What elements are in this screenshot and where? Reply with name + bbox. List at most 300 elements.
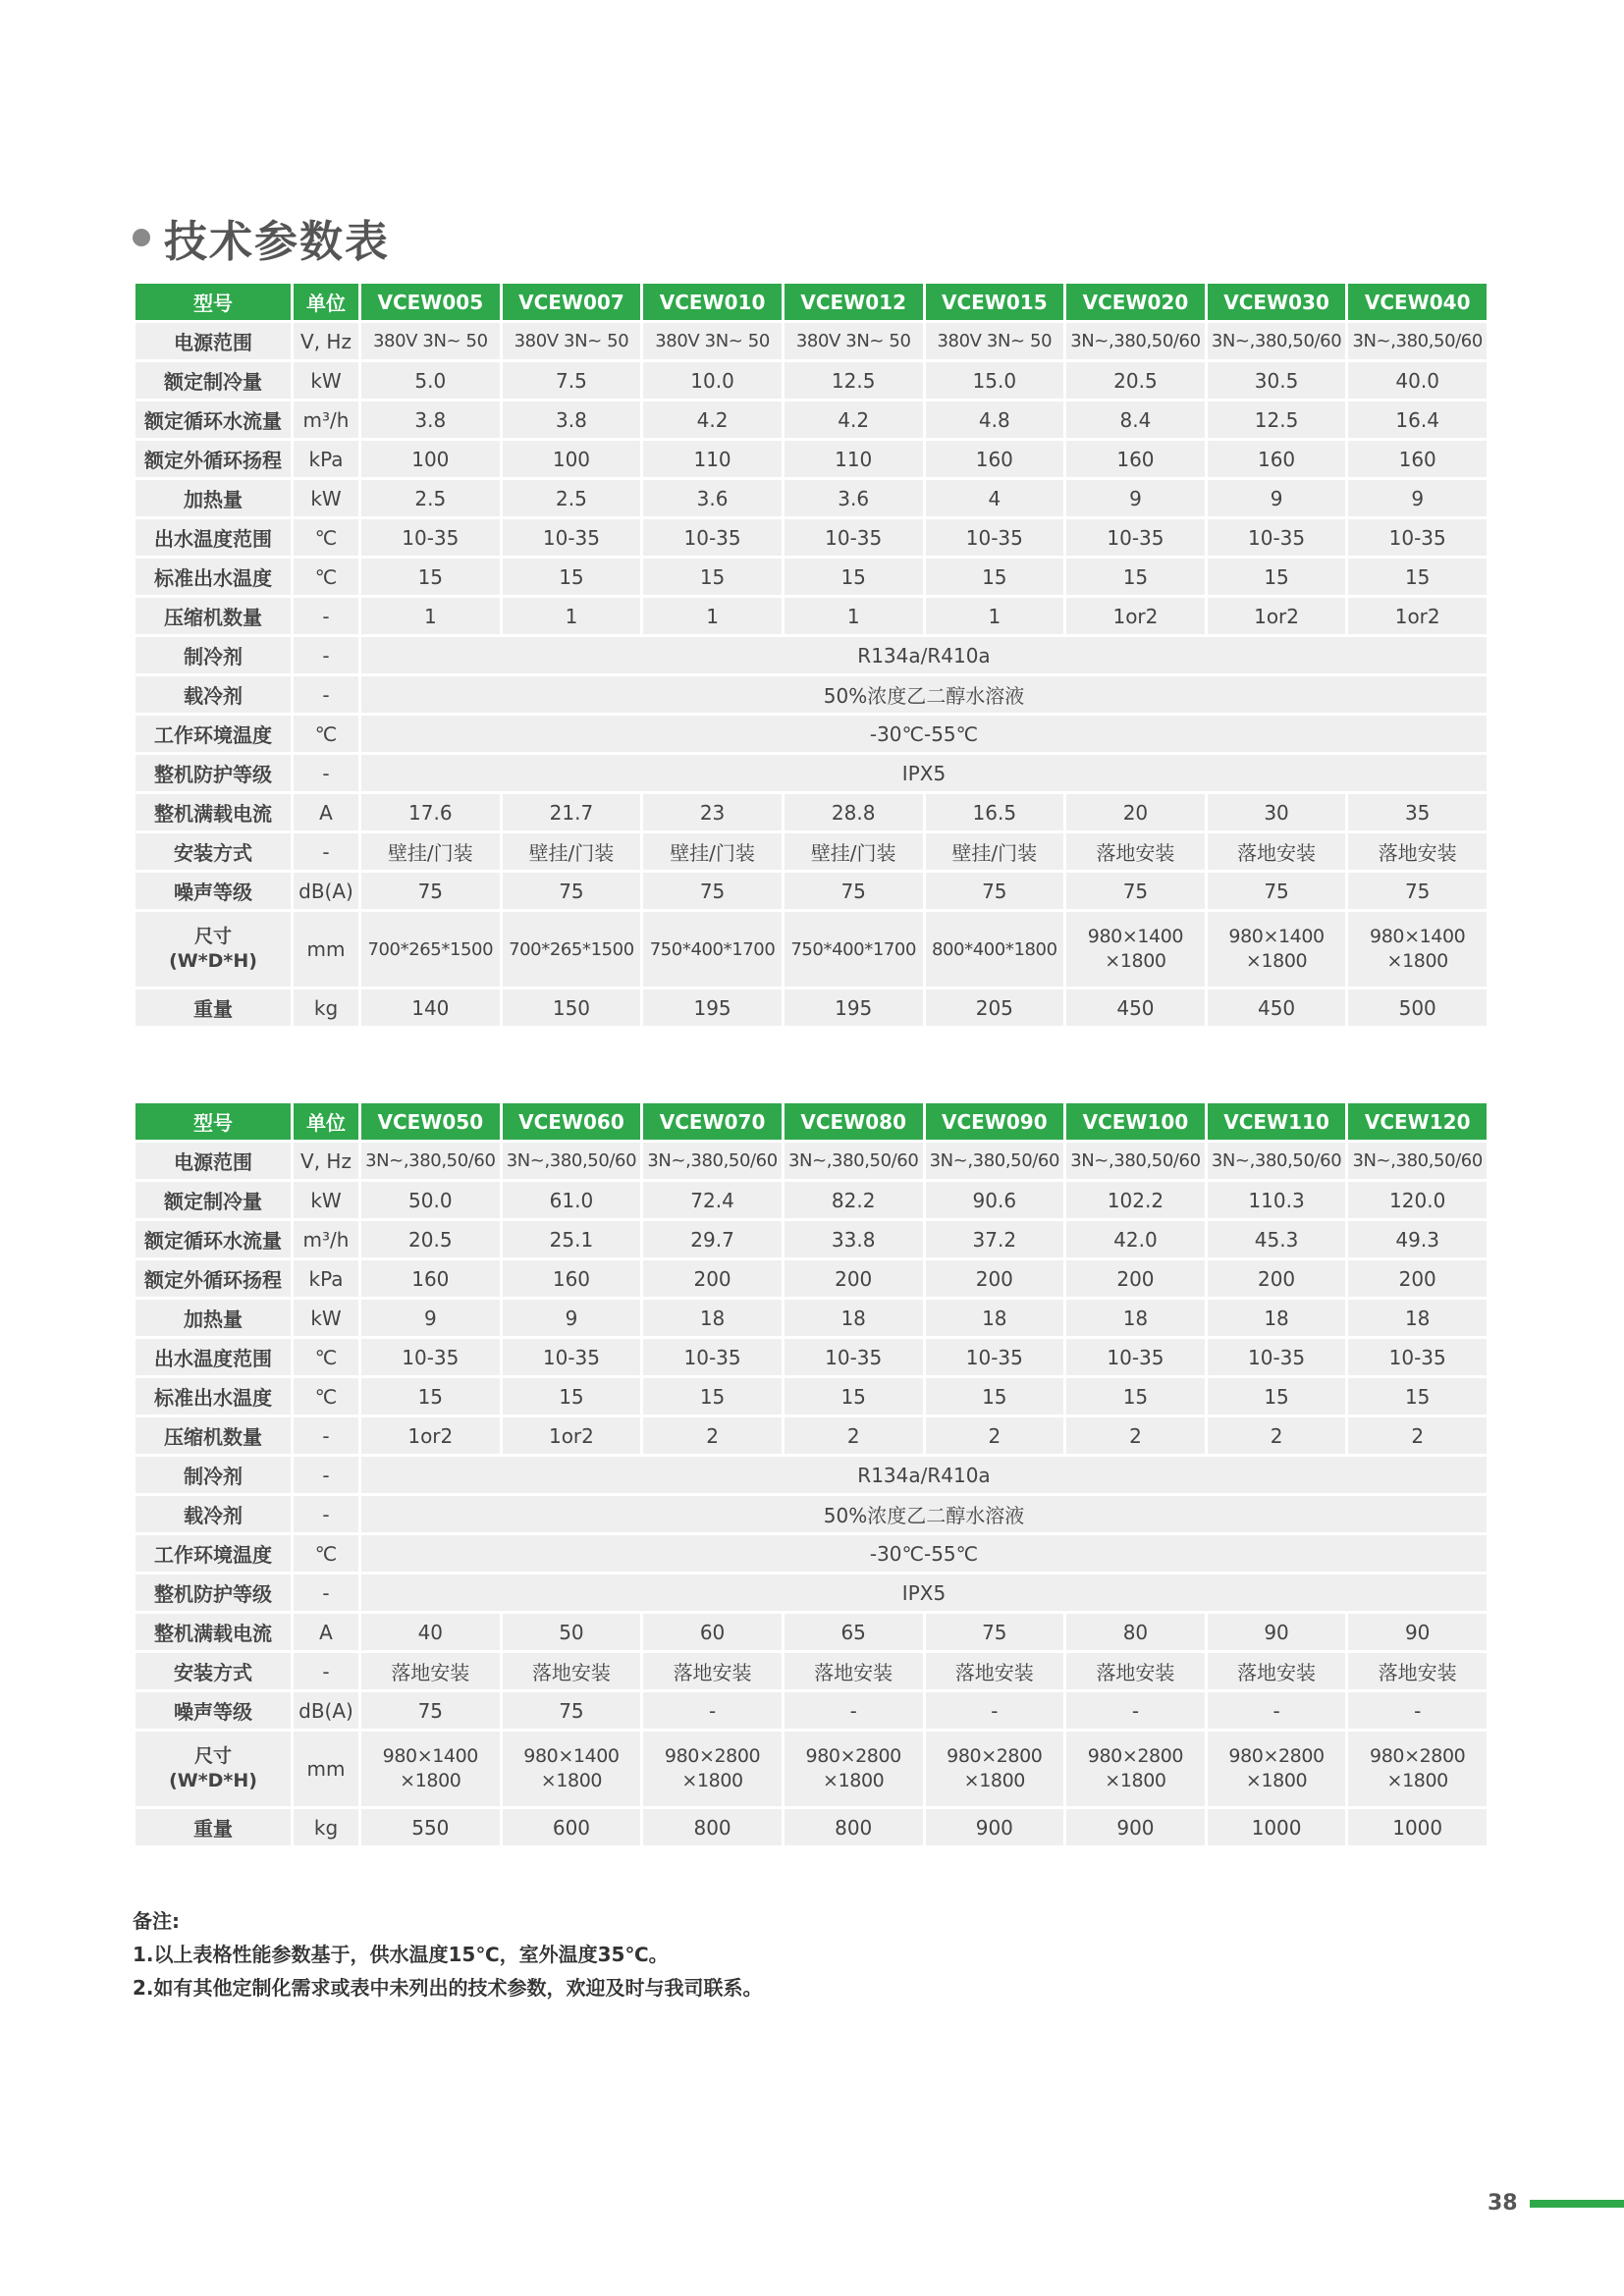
table-row	[135, 480, 1487, 516]
value-line: ×1800	[681, 1770, 743, 1791]
table-row	[135, 912, 1487, 987]
value-cell: 900	[926, 1809, 1064, 1845]
table-row	[135, 519, 1487, 556]
value-cell: 80	[1066, 1614, 1205, 1650]
row-label: 加热量	[135, 480, 291, 516]
row-unit: -	[294, 1496, 358, 1532]
value-cell: 205	[926, 989, 1064, 1026]
table-row	[135, 1457, 1487, 1493]
section-header	[133, 210, 390, 265]
value-cell: 10-35	[361, 1339, 500, 1375]
row-label: 工作环境温度	[135, 716, 291, 752]
row-unit: -	[294, 637, 358, 673]
row-unit: ℃	[294, 1378, 358, 1415]
row-label: 额定循环水流量	[135, 401, 291, 438]
row-label: 电源范围	[135, 323, 291, 359]
value-cell	[1208, 1732, 1346, 1806]
value-cell: 3.8	[361, 401, 500, 438]
value-cell	[1066, 1732, 1205, 1806]
value-cell: 16.4	[1348, 401, 1487, 438]
value-cell: 380V 3N~ 50	[785, 323, 923, 359]
value-cell: 380V 3N~ 50	[643, 323, 782, 359]
row-label: 额定外循环扬程	[135, 1260, 291, 1297]
value-cell: 9	[503, 1300, 641, 1336]
value-line: ×1800	[1105, 950, 1166, 972]
row-unit: kW	[294, 1300, 358, 1336]
value-line: ×1800	[1386, 1770, 1448, 1791]
header-model-code: VCEW012	[785, 284, 923, 320]
value-cell: 140	[361, 989, 500, 1026]
table-row	[135, 637, 1487, 673]
row-label: 安装方式	[135, 1653, 291, 1689]
row-unit: -	[294, 1653, 358, 1689]
value-cell: 45.3	[1208, 1221, 1346, 1257]
value-cell: 15	[361, 559, 500, 595]
value-cell: 200	[1208, 1260, 1346, 1297]
table-row	[135, 598, 1487, 634]
value-cell: -	[643, 1692, 782, 1729]
value-cell: 1	[643, 598, 782, 634]
value-cell: 落地安装	[1208, 833, 1346, 870]
value-cell: 壁挂/门装	[503, 833, 641, 870]
row-unit: -	[294, 598, 358, 634]
value-line: ×1800	[1245, 1770, 1308, 1791]
bullet-dot-icon	[133, 229, 150, 246]
value-cell: 200	[926, 1260, 1064, 1297]
value-cell: 30.5	[1208, 362, 1346, 399]
table-row	[135, 1378, 1487, 1415]
header-model-code: VCEW007	[503, 284, 641, 320]
value-cell: 3N~,380,50/60	[926, 1143, 1064, 1179]
value-cell: -	[1348, 1692, 1487, 1729]
value-cell: 9	[1208, 480, 1346, 516]
value-cell	[1208, 912, 1346, 987]
value-cell: 21.7	[503, 794, 641, 830]
value-cell: 29.7	[643, 1221, 782, 1257]
value-line: ×1800	[1386, 950, 1448, 972]
value-cell: 28.8	[785, 794, 923, 830]
table-row	[135, 1300, 1487, 1336]
value-cell: 50.0	[361, 1182, 500, 1218]
table-row	[135, 873, 1487, 909]
header-model-code: VCEW120	[1348, 1103, 1487, 1140]
value-line: ×1800	[963, 1770, 1025, 1791]
value-cell: 110	[643, 441, 782, 477]
note-line-2: 2.如有其他定制化需求或表中未列出的技术参数，欢迎及时与我司联系。	[133, 1976, 763, 2000]
row-label: 出水温度范围	[135, 519, 291, 556]
value-cell: 75	[361, 1692, 500, 1729]
value-cell: 1	[785, 598, 923, 634]
row-unit: kg	[294, 1809, 358, 1845]
value-cell: 10-35	[1208, 519, 1346, 556]
value-cell: 落地安装	[1066, 1653, 1205, 1689]
row-label: 额定外循环扬程	[135, 441, 291, 477]
value-cell: 落地安装	[926, 1653, 1064, 1689]
value-cell: 15	[1066, 1378, 1205, 1415]
value-cell: 18	[785, 1300, 923, 1336]
value-cell: 50	[503, 1614, 641, 1650]
value-cell: 42.0	[1066, 1221, 1205, 1257]
row-label: 噪声等级	[135, 1692, 291, 1729]
value-cell: -	[1208, 1692, 1346, 1729]
value-cell: 落地安装	[503, 1653, 641, 1689]
value-cell: 4.2	[785, 401, 923, 438]
header-model-code: VCEW080	[785, 1103, 923, 1140]
value-cell: 3N~,380,50/60	[1066, 323, 1205, 359]
value-cell: 110.3	[1208, 1182, 1346, 1218]
value-cell: 1000	[1208, 1809, 1346, 1845]
table-row	[135, 716, 1487, 752]
row-unit: -	[294, 676, 358, 713]
value-line: 980×2800	[805, 1745, 901, 1767]
table-header-row	[135, 284, 1487, 320]
value-cell: 15	[1348, 559, 1487, 595]
value-cell: 18	[1348, 1300, 1487, 1336]
value-cell: 10-35	[1348, 519, 1487, 556]
value-cell: 15	[926, 559, 1064, 595]
value-cell: 10-35	[926, 1339, 1064, 1375]
value-cell: 2.5	[503, 480, 641, 516]
value-cell: 9	[1348, 480, 1487, 516]
table-row	[135, 362, 1487, 399]
row-label	[135, 1732, 291, 1806]
value-cell: 2	[643, 1417, 782, 1454]
value-line: ×1800	[823, 1770, 885, 1791]
table-row	[135, 1260, 1487, 1297]
value-cell: 750*400*1700	[643, 912, 782, 987]
value-cell: 15	[926, 1378, 1064, 1415]
table-row	[135, 1496, 1487, 1532]
row-label: 压缩机数量	[135, 1417, 291, 1454]
row-label: 制冷剂	[135, 637, 291, 673]
value-cell: 2	[1208, 1417, 1346, 1454]
value-line: 980×2800	[1087, 1745, 1184, 1767]
value-cell: 1or2	[1348, 598, 1487, 634]
row-label: 整机满载电流	[135, 794, 291, 830]
value-cell: 18	[926, 1300, 1064, 1336]
value-line: 980×2800	[1228, 1745, 1325, 1767]
value-cell: 49.3	[1348, 1221, 1487, 1257]
header-model-code: VCEW030	[1208, 284, 1346, 320]
value-cell: 200	[785, 1260, 923, 1297]
value-cell: 160	[926, 441, 1064, 477]
value-cell: 壁挂/门装	[926, 833, 1064, 870]
value-cell: 10-35	[361, 519, 500, 556]
row-label: 制冷剂	[135, 1457, 291, 1493]
value-cell: 160	[361, 1260, 500, 1297]
value-cell: 15	[1208, 1378, 1346, 1415]
value-cell: 102.2	[1066, 1182, 1205, 1218]
row-label: 整机满载电流	[135, 1614, 291, 1650]
note-line-1: 1.以上表格性能参数基于，供水温度15℃，室外温度35℃。	[133, 1943, 669, 1966]
merged-value-cell: 50%浓度乙二醇水溶液	[361, 676, 1487, 713]
value-cell: 1or2	[503, 1417, 641, 1454]
value-cell: 10-35	[785, 1339, 923, 1375]
notes-heading: 备注:	[133, 1909, 180, 1933]
value-cell: 15	[785, 559, 923, 595]
value-cell: 82.2	[785, 1182, 923, 1218]
value-cell: 750*400*1700	[785, 912, 923, 987]
value-cell: 600	[503, 1809, 641, 1845]
value-cell: 90.6	[926, 1182, 1064, 1218]
value-cell: 9	[1066, 480, 1205, 516]
value-cell: 落地安装	[1066, 833, 1205, 870]
merged-value-cell: -30℃-55℃	[361, 1535, 1487, 1572]
value-cell: 4.2	[643, 401, 782, 438]
value-cell: 75	[1348, 873, 1487, 909]
value-cell: 25.1	[503, 1221, 641, 1257]
row-unit: ℃	[294, 1535, 358, 1572]
row-label: 标准出水温度	[135, 1378, 291, 1415]
table-row	[135, 1143, 1487, 1179]
row-unit: mm	[294, 1732, 358, 1806]
row-label: 重量	[135, 1809, 291, 1845]
row-unit: ℃	[294, 519, 358, 556]
value-cell: 3N~,380,50/60	[1066, 1143, 1205, 1179]
merged-value-cell: -30℃-55℃	[361, 716, 1487, 752]
value-cell	[926, 1732, 1064, 1806]
table-row	[135, 559, 1487, 595]
value-cell: 90	[1348, 1614, 1487, 1650]
value-cell: 落地安装	[643, 1653, 782, 1689]
value-line: 980×1400	[523, 1745, 620, 1767]
merged-value-cell: IPX5	[361, 755, 1487, 791]
value-cell: 10-35	[643, 519, 782, 556]
page-number: 38	[1488, 2191, 1518, 2216]
value-cell: 75	[361, 873, 500, 909]
page-title: 技术参数表	[164, 217, 390, 267]
value-cell	[643, 1732, 782, 1806]
header-model-code: VCEW060	[503, 1103, 641, 1140]
value-cell: 75	[643, 873, 782, 909]
table-row	[135, 1417, 1487, 1454]
row-unit: A	[294, 1614, 358, 1650]
table-row	[135, 1575, 1487, 1611]
value-cell: 3N~,380,50/60	[361, 1143, 500, 1179]
table-row	[135, 441, 1487, 477]
value-cell	[361, 1732, 500, 1806]
value-cell: 15	[1208, 559, 1346, 595]
row-unit: kW	[294, 480, 358, 516]
row-unit: V, Hz	[294, 1143, 358, 1179]
value-cell: 35	[1348, 794, 1487, 830]
table-row	[135, 401, 1487, 438]
row-unit: kPa	[294, 441, 358, 477]
value-cell: 37.2	[926, 1221, 1064, 1257]
row-unit: ℃	[294, 716, 358, 752]
value-cell: 75	[503, 873, 641, 909]
value-cell: 15	[361, 1378, 500, 1415]
row-label: 安装方式	[135, 833, 291, 870]
value-cell: 20.5	[1066, 362, 1205, 399]
header-model-code: VCEW050	[361, 1103, 500, 1140]
value-cell: 壁挂/门装	[361, 833, 500, 870]
value-cell: 3N~,380,50/60	[1348, 323, 1487, 359]
value-cell: 550	[361, 1809, 500, 1845]
value-cell: 20.5	[361, 1221, 500, 1257]
value-cell: 15	[643, 1378, 782, 1415]
value-cell: 10-35	[503, 519, 641, 556]
header-model-code: VCEW020	[1066, 284, 1205, 320]
table-row	[135, 1653, 1487, 1689]
merged-value-cell: 50%浓度乙二醇水溶液	[361, 1496, 1487, 1532]
header-unit: 单位	[294, 284, 358, 320]
value-cell: 15	[503, 1378, 641, 1415]
value-cell: 40	[361, 1614, 500, 1650]
value-cell: 380V 3N~ 50	[503, 323, 641, 359]
merged-value-cell: R134a/R410a	[361, 637, 1487, 673]
value-cell: 195	[643, 989, 782, 1026]
value-cell: 700*265*1500	[503, 912, 641, 987]
value-line: ×1800	[1105, 1770, 1166, 1791]
value-cell: 4	[926, 480, 1064, 516]
value-cell: 60	[643, 1614, 782, 1650]
value-cell: 90	[1208, 1614, 1346, 1650]
value-cell: 15	[1066, 559, 1205, 595]
value-cell: 15	[785, 1378, 923, 1415]
header-model-code: VCEW005	[361, 284, 500, 320]
value-cell: 3.8	[503, 401, 641, 438]
value-cell: 15.0	[926, 362, 1064, 399]
row-label: 重量	[135, 989, 291, 1026]
value-cell: 15	[1348, 1378, 1487, 1415]
row-label: 整机防护等级	[135, 755, 291, 791]
value-cell: 3N~,380,50/60	[1348, 1143, 1487, 1179]
value-cell: 800*400*1800	[926, 912, 1064, 987]
value-cell: 30	[1208, 794, 1346, 830]
value-cell: 9	[361, 1300, 500, 1336]
merged-value-cell: R134a/R410a	[361, 1457, 1487, 1493]
value-cell: 壁挂/门装	[785, 833, 923, 870]
value-cell: 10.0	[643, 362, 782, 399]
value-line: 980×1400	[1228, 926, 1325, 947]
header-model: 型号	[135, 1103, 291, 1140]
row-unit: -	[294, 755, 358, 791]
table-row	[135, 1732, 1487, 1806]
row-unit: A	[294, 794, 358, 830]
row-unit: ℃	[294, 1339, 358, 1375]
value-cell	[503, 1732, 641, 1806]
row-unit: dB(A)	[294, 873, 358, 909]
value-cell: 20	[1066, 794, 1205, 830]
value-cell: 12.5	[1208, 401, 1346, 438]
table-row	[135, 989, 1487, 1026]
value-cell: -	[926, 1692, 1064, 1729]
row-label: 额定制冷量	[135, 1182, 291, 1218]
row-unit: m³/h	[294, 401, 358, 438]
row-label: 加热量	[135, 1300, 291, 1336]
table-row	[135, 755, 1487, 791]
row-label: 额定制冷量	[135, 362, 291, 399]
value-cell: 18	[1066, 1300, 1205, 1336]
value-cell: 10-35	[1348, 1339, 1487, 1375]
value-cell: 3N~,380,50/60	[785, 1143, 923, 1179]
value-cell: 10-35	[1066, 519, 1205, 556]
value-cell: 8.4	[1066, 401, 1205, 438]
row-unit: -	[294, 1457, 358, 1493]
merged-value-cell: IPX5	[361, 1575, 1487, 1611]
value-line: 980×1400	[382, 1745, 478, 1767]
value-cell	[1348, 912, 1487, 987]
value-cell: 3N~,380,50/60	[503, 1143, 641, 1179]
row-label-line: 尺寸	[193, 926, 232, 947]
row-unit: kW	[294, 362, 358, 399]
table-row	[135, 794, 1487, 830]
value-cell: 160	[1208, 441, 1346, 477]
value-cell: 500	[1348, 989, 1487, 1026]
row-label: 额定循环水流量	[135, 1221, 291, 1257]
value-cell: 10-35	[503, 1339, 641, 1375]
table-row	[135, 676, 1487, 713]
value-cell: 2	[926, 1417, 1064, 1454]
header-unit: 单位	[294, 1103, 358, 1140]
value-cell: 1000	[1348, 1809, 1487, 1845]
header-model-code: VCEW070	[643, 1103, 782, 1140]
value-cell: 450	[1208, 989, 1346, 1026]
row-unit: ℃	[294, 559, 358, 595]
value-cell: 3N~,380,50/60	[1208, 1143, 1346, 1179]
table-row	[135, 1535, 1487, 1572]
value-cell: 200	[1348, 1260, 1487, 1297]
value-cell: 10-35	[1066, 1339, 1205, 1375]
header-model-code: VCEW010	[643, 284, 782, 320]
row-unit: dB(A)	[294, 1692, 358, 1729]
row-label: 载冷剂	[135, 1496, 291, 1532]
header-model: 型号	[135, 284, 291, 320]
value-cell: 75	[1208, 873, 1346, 909]
value-cell: 壁挂/门装	[643, 833, 782, 870]
header-model-code: VCEW090	[926, 1103, 1064, 1140]
value-cell: 7.5	[503, 362, 641, 399]
row-unit: -	[294, 1417, 358, 1454]
value-cell: 落地安装	[1348, 833, 1487, 870]
row-unit: -	[294, 1575, 358, 1611]
value-cell: 落地安装	[785, 1653, 923, 1689]
value-cell: 200	[643, 1260, 782, 1297]
table-row	[135, 1614, 1487, 1650]
value-cell: 40.0	[1348, 362, 1487, 399]
value-line: 980×2800	[947, 1745, 1043, 1767]
value-cell: 120.0	[1348, 1182, 1487, 1218]
value-cell: 2	[1066, 1417, 1205, 1454]
row-unit: V, Hz	[294, 323, 358, 359]
value-cell: 450	[1066, 989, 1205, 1026]
value-cell: 700*265*1500	[361, 912, 500, 987]
row-label-line: 尺寸	[193, 1745, 232, 1767]
value-cell: 1	[361, 598, 500, 634]
value-cell: 75	[926, 873, 1064, 909]
value-cell: 18	[1208, 1300, 1346, 1336]
row-label: 电源范围	[135, 1143, 291, 1179]
value-cell: 72.4	[643, 1182, 782, 1218]
table-row	[135, 1339, 1487, 1375]
header-model-code: VCEW110	[1208, 1103, 1346, 1140]
table-row	[135, 1809, 1487, 1845]
value-cell: 1	[926, 598, 1064, 634]
table-header-row	[135, 1103, 1487, 1140]
value-line: 980×1400	[1370, 926, 1466, 947]
row-label: 工作环境温度	[135, 1535, 291, 1572]
spec-table-1	[133, 281, 1489, 1029]
value-cell: 3N~,380,50/60	[643, 1143, 782, 1179]
value-cell: 900	[1066, 1809, 1205, 1845]
value-cell: 800	[785, 1809, 923, 1845]
value-cell: 15	[643, 559, 782, 595]
value-cell: 23	[643, 794, 782, 830]
value-cell: 200	[1066, 1260, 1205, 1297]
value-cell: 110	[785, 441, 923, 477]
value-cell: 2	[785, 1417, 923, 1454]
